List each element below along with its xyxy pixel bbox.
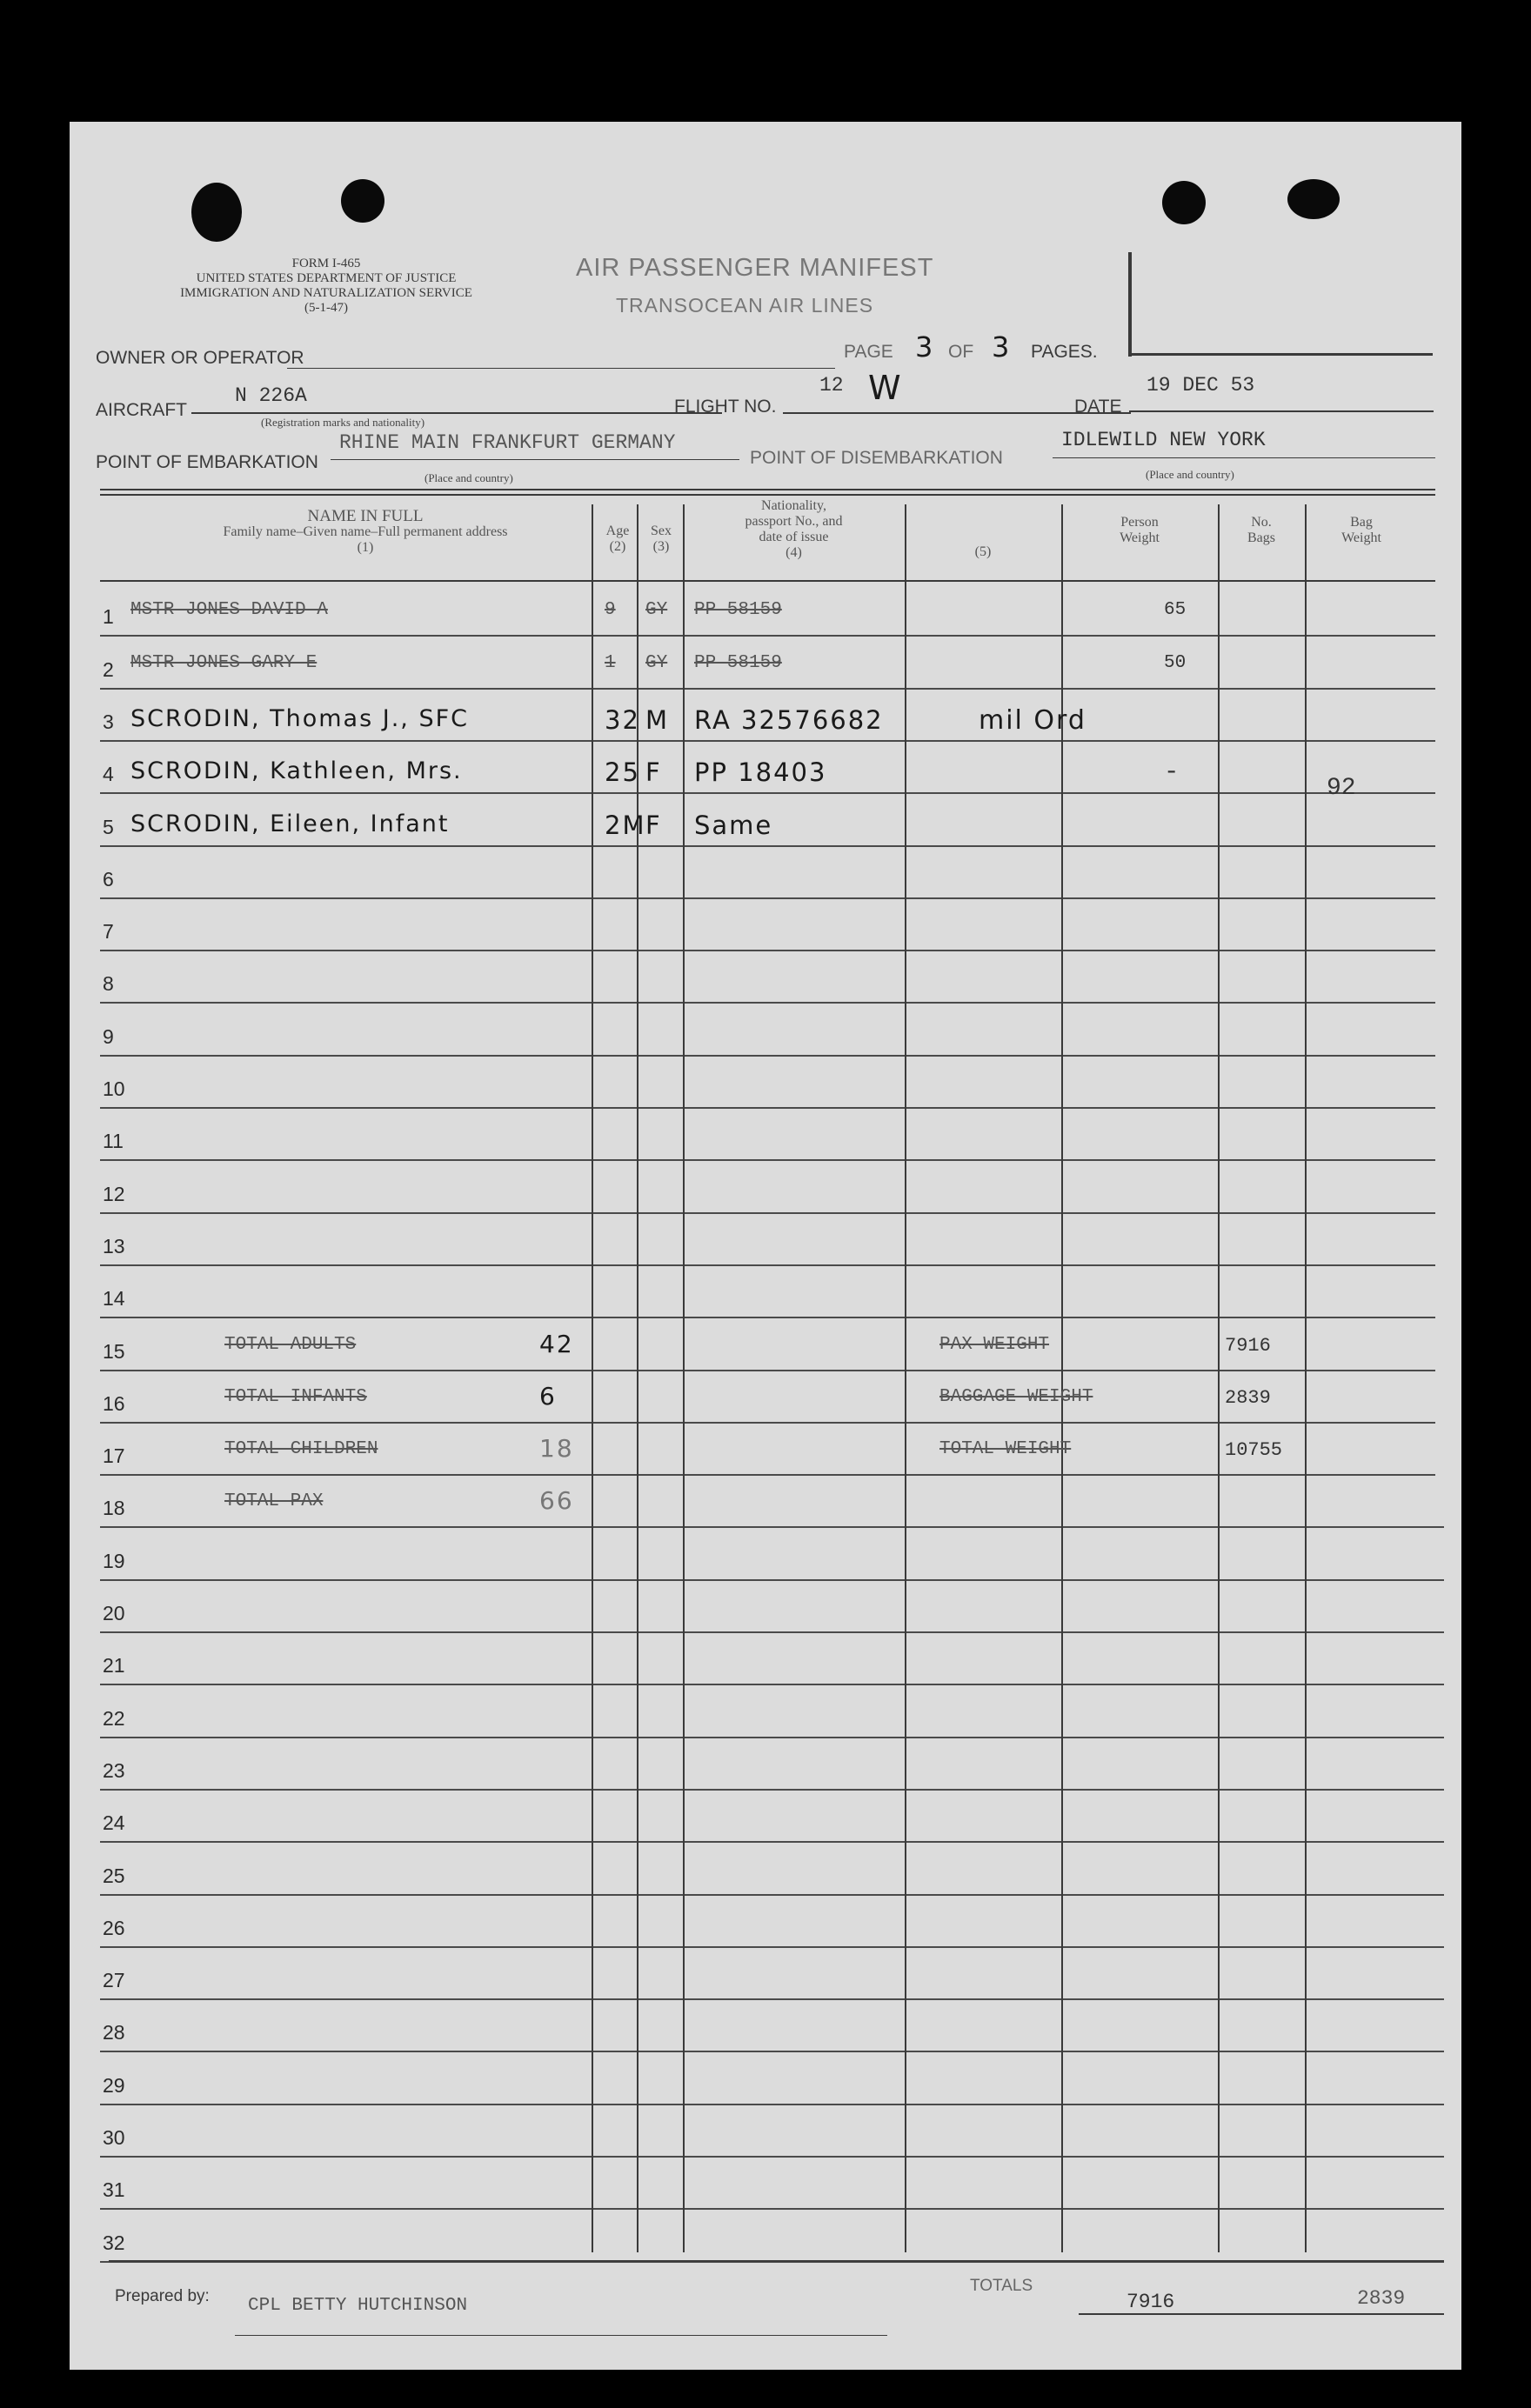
table-row-line: [100, 1946, 1444, 1948]
passenger-bag-weight: 92: [1327, 775, 1356, 802]
table-row-line: [100, 688, 1435, 690]
punch-hole: [1287, 179, 1340, 219]
department-name: UNITED STATES DEPARTMENT OF JUSTICE: [196, 271, 457, 285]
punch-hole: [1162, 181, 1206, 224]
row-number: 32: [103, 2231, 125, 2254]
bracket-mark: [1128, 252, 1132, 357]
table-row-line: [100, 950, 1435, 951]
form-header-block: [87, 257, 565, 316]
owner-line: [287, 368, 835, 369]
table-column-line: [683, 504, 685, 2252]
table-row-line: [100, 2051, 1444, 2052]
passenger-weight: 65: [1164, 600, 1187, 620]
table-row-line: [100, 897, 1435, 899]
table-row-line: [100, 1526, 1444, 1528]
summary-right-label: BAGGAGE WEIGHT: [939, 1387, 1093, 1407]
table-row-line: [100, 2208, 1444, 2210]
header-rule: [100, 494, 1435, 496]
row-number: 8: [103, 972, 114, 995]
form-edition: (5-1-47): [304, 301, 348, 315]
row-number: 22: [103, 1707, 125, 1730]
passenger-name: MSTR JONES DAVID A: [130, 600, 328, 620]
aircraft-label: AIRCRAFT: [96, 400, 187, 420]
col-header-age: [596, 524, 639, 555]
col-sex-title: Sex: [651, 524, 672, 538]
row-number: 13: [103, 1235, 125, 1257]
owner-label: OWNER OR OPERATOR: [96, 348, 304, 368]
date-line: [1129, 410, 1434, 412]
passenger-passport: RA 32576682: [694, 705, 884, 735]
flight-handwritten: W: [868, 369, 903, 407]
disembarkation-note: (Place and country): [1146, 468, 1234, 481]
table-row-line: [100, 1474, 1435, 1476]
summary-right-value: 10755: [1225, 1439, 1283, 1461]
col-5-num: (5): [974, 544, 992, 559]
row-number: 30: [103, 2126, 125, 2149]
passenger-sex: F: [645, 757, 662, 787]
row-number: 15: [103, 1340, 125, 1363]
footer-rule: [109, 2260, 1444, 2262]
embarkation-line: [331, 459, 739, 460]
table-row-line: [100, 1370, 1435, 1371]
pages-label: PAGES.: [1031, 342, 1098, 362]
passenger-sex: F: [645, 810, 662, 840]
row-number: 4: [103, 763, 114, 785]
table-row-line: [100, 1002, 1435, 1004]
summary-left-label: TOTAL PAX: [224, 1491, 324, 1511]
aircraft-line: [191, 412, 722, 414]
row-number: 12: [103, 1183, 125, 1205]
passenger-note: mil Ord: [979, 705, 1086, 736]
row-number: 16: [103, 1392, 125, 1415]
flight-value: 12: [819, 374, 844, 397]
of-label: OF: [948, 342, 974, 362]
table-row-line: [100, 1159, 1435, 1161]
disembarkation-line: [1053, 457, 1435, 458]
aircraft-note: (Registration marks and nationality): [261, 416, 425, 429]
table-row-line: [100, 1684, 1444, 1685]
passenger-name: SCRODIN, Thomas J., SFC: [130, 705, 469, 732]
table-row-line: [100, 1998, 1444, 2000]
page-total: 3: [992, 330, 1012, 364]
embarkation-note: (Place and country): [425, 471, 513, 484]
row-number: 9: [103, 1025, 114, 1048]
col-nat-3: date of issue: [759, 530, 829, 544]
col-nb-1: No.: [1251, 515, 1272, 530]
table-column-line: [1218, 504, 1220, 2252]
page-number: 3: [915, 330, 935, 364]
aircraft-value: N 226A: [235, 384, 307, 407]
passenger-name: MSTR JONES GARY E: [130, 653, 318, 673]
passenger-weight: 50: [1164, 653, 1187, 673]
table-row-line: [100, 1894, 1444, 1896]
total-person-weight: 7916: [1127, 2291, 1175, 2313]
flight-label: FLIGHT NO.: [674, 397, 777, 417]
table-row-line: [100, 635, 1435, 637]
col-nat-num: (4): [786, 545, 802, 560]
row-number: 10: [103, 1077, 125, 1100]
passenger-age: 1: [605, 653, 616, 673]
col-pw-2: Weight: [1120, 530, 1160, 545]
table-column-line: [905, 504, 906, 2252]
row-number: 1: [103, 605, 114, 628]
summary-left-value: 42: [539, 1330, 574, 1358]
table-row-line: [100, 740, 1435, 742]
summary-left-value: 6: [539, 1382, 557, 1411]
col-nb-2: Bags: [1247, 530, 1275, 545]
passenger-age: 2M: [605, 810, 646, 840]
table-row-line: [100, 1055, 1435, 1057]
totals-label: TOTALS: [970, 2277, 1033, 2295]
row-number: 26: [103, 1917, 125, 1939]
prepared-by-label: Prepared by:: [115, 2287, 210, 2305]
passenger-passport: PP 18403: [694, 757, 827, 787]
total-bag-weight: 2839: [1357, 2287, 1406, 2310]
row-number: 31: [103, 2178, 125, 2201]
summary-left-value: 18: [539, 1434, 574, 1463]
row-number: 6: [103, 868, 114, 890]
col-nat-1: Nationality,: [761, 498, 826, 513]
header-rule: [100, 489, 1435, 490]
passenger-sex: GY: [645, 653, 668, 673]
summary-right-label: PAX WEIGHT: [939, 1335, 1050, 1355]
col-header-nationality: [683, 498, 905, 561]
summary-left-label: TOTAL INFANTS: [224, 1387, 367, 1407]
table-column-line: [1305, 504, 1307, 2252]
form-number: FORM I-465: [291, 257, 361, 270]
summary-right-label: TOTAL WEIGHT: [939, 1439, 1072, 1459]
col-bw-2: Weight: [1341, 530, 1381, 545]
row-number: 11: [103, 1130, 124, 1152]
row-number: 14: [103, 1287, 125, 1310]
col-header-bag-weight: [1305, 515, 1418, 546]
row-number: 24: [103, 1811, 125, 1834]
table-row-line: [100, 1737, 1444, 1738]
row-number: 23: [103, 1759, 125, 1782]
table-row-line: [100, 1107, 1435, 1109]
table-column-line: [1061, 504, 1063, 2252]
bracket-mark: [1128, 353, 1433, 356]
passenger-sex: GY: [645, 600, 668, 620]
passenger-passport: PP 58159: [694, 653, 782, 673]
page-label: PAGE: [844, 342, 893, 362]
row-number: 27: [103, 1969, 125, 1991]
table-row-line: [100, 2156, 1444, 2158]
col-age-title: Age: [605, 524, 630, 538]
table-row-line: [100, 1317, 1435, 1318]
prepared-by-value: CPL BETTY HUTCHINSON: [248, 2296, 468, 2316]
table-row-line: [100, 1631, 1444, 1633]
prepared-by-line: [235, 2335, 887, 2336]
row-number: 18: [103, 1497, 125, 1519]
summary-right-value: 2839: [1225, 1387, 1271, 1409]
row-number: 3: [103, 710, 114, 733]
summary-right-value: 7916: [1225, 1335, 1271, 1357]
col-bw-1: Bag: [1350, 515, 1373, 530]
passenger-passport: PP 58159: [694, 600, 782, 620]
summary-left-label: TOTAL ADULTS: [224, 1335, 357, 1355]
punch-hole: [191, 183, 242, 242]
table-row-line: [100, 1422, 1435, 1424]
table-row-line: [100, 1841, 1444, 1843]
summary-left-label: TOTAL CHILDREN: [224, 1439, 378, 1459]
summary-left-value: 66: [539, 1486, 574, 1515]
row-number: 20: [103, 1602, 125, 1624]
passenger-passport: Same: [694, 810, 773, 840]
col-header-name: [104, 509, 626, 556]
passenger-name: SCRODIN, Eileen, Infant: [130, 810, 450, 837]
passenger-age: 25: [605, 757, 640, 787]
passenger-name: SCRODIN, Kathleen, Mrs.: [130, 757, 463, 784]
col-header-sex: [639, 524, 683, 555]
col-header-no-bags: [1218, 515, 1305, 546]
col-nat-2: passport No., and: [745, 514, 843, 529]
disembarkation-label: POINT OF DISEMBARKATION: [750, 448, 1003, 468]
row-number: 7: [103, 920, 114, 943]
date-value: 19 DEC 53: [1147, 374, 1255, 397]
col-name-num: (1): [357, 540, 374, 555]
row-number: 28: [103, 2021, 125, 2044]
row-number: 29: [103, 2074, 125, 2097]
row-number: 25: [103, 1864, 125, 1887]
manifest-page: [70, 122, 1461, 2370]
table-row-line: [100, 1789, 1444, 1791]
table-row-line: [100, 1579, 1444, 1581]
col-age-num: (2): [609, 539, 626, 554]
passenger-weight: -: [1164, 757, 1180, 786]
table-row-line: [100, 2104, 1444, 2105]
service-name: IMMIGRATION AND NATURALIZATION SERVICE: [180, 286, 472, 300]
col-header-person-weight: [1061, 515, 1218, 546]
row-number: 2: [103, 658, 114, 681]
col-header-5: [905, 544, 1061, 560]
col-pw-1: Person: [1120, 515, 1159, 530]
col-name-title: NAME IN FULL: [307, 507, 424, 525]
table-row-line: [100, 1264, 1435, 1266]
date-label: DATE: [1074, 397, 1122, 417]
passenger-age: 9: [605, 600, 616, 620]
passenger-age: 32: [605, 705, 640, 735]
col-name-sub: Family name–Given name–Full permanent address: [223, 524, 508, 539]
embarkation-value: RHINE MAIN FRANKFURT GERMANY: [339, 431, 676, 454]
punch-hole: [341, 179, 384, 223]
form-title: AIR PASSENGER MANIFEST: [576, 254, 934, 282]
table-row-line: [100, 845, 1435, 847]
embarkation-label: POINT OF EMBARKATION: [96, 452, 318, 472]
table-row-line: [100, 792, 1435, 794]
disembarkation-value: IDLEWILD NEW YORK: [1061, 429, 1266, 451]
table-column-line: [592, 504, 593, 2252]
table-row-line: [100, 1212, 1435, 1214]
row-number: 21: [103, 1654, 125, 1677]
row-number: 17: [103, 1444, 125, 1467]
passenger-sex: M: [645, 705, 670, 735]
table-header-rule: [100, 580, 1435, 582]
totals-rule: [1079, 2313, 1444, 2315]
col-sex-num: (3): [652, 539, 670, 554]
row-number: 5: [103, 816, 114, 838]
airline-name: TRANSOCEAN AIR LINES: [616, 294, 874, 317]
row-number: 19: [103, 1550, 125, 1572]
